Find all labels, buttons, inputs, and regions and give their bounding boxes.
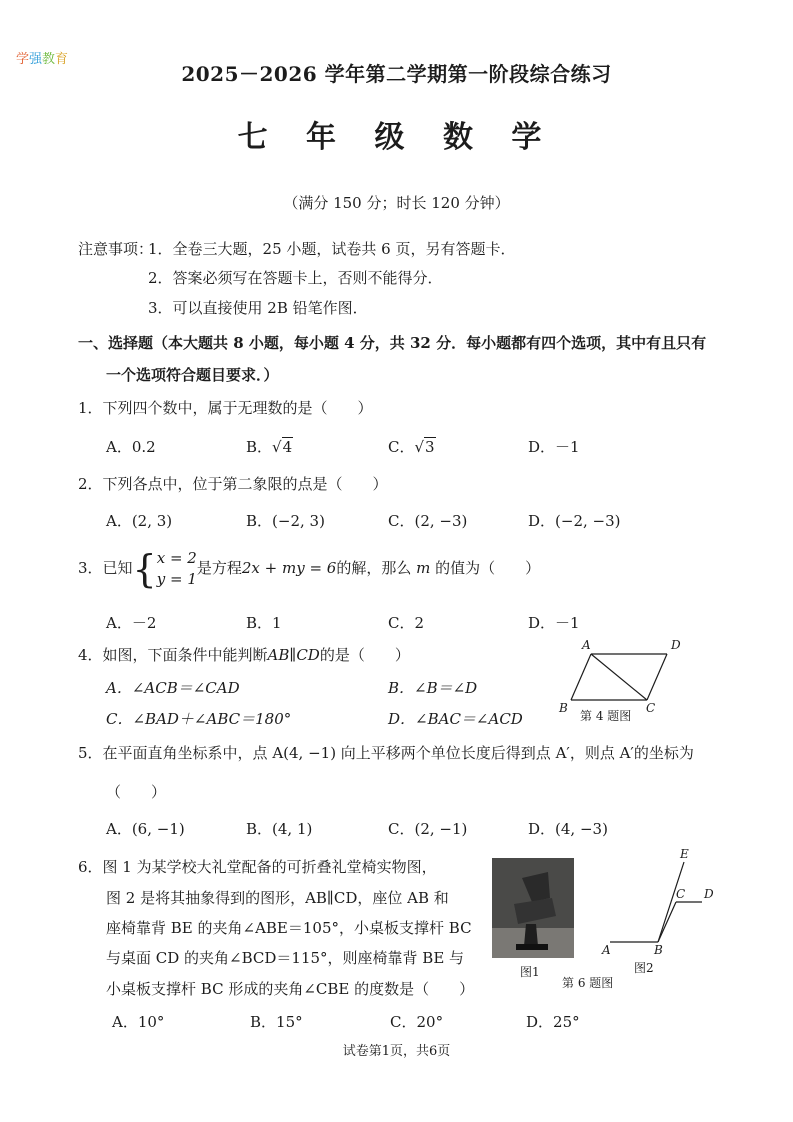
- figure-caption: 第 4 题图: [580, 709, 632, 723]
- point-label-c: C: [646, 701, 656, 715]
- q5-option-a: A．(6, −1): [106, 820, 185, 838]
- logo-char: 学: [15, 52, 29, 67]
- page-footer: 试卷第1页，共6页: [342, 1044, 451, 1059]
- point-label-e: E: [680, 847, 689, 861]
- q6-option-a: A．10°: [112, 1013, 165, 1031]
- q5-option-d: D．(4, −3): [528, 820, 608, 838]
- radicand: 3: [425, 438, 435, 456]
- point-label-c: C: [676, 887, 686, 901]
- exam-title: 2025－2026 学年第二学期第一阶段综合练习: [181, 62, 612, 86]
- notes-label: 注意事项：: [78, 240, 154, 258]
- system-brace: {: [132, 547, 157, 591]
- q2-option-a: A．(2, 3): [106, 512, 173, 530]
- q5-option-b: B．(4, 1): [246, 820, 313, 838]
- q1-option-a: A．0.2: [106, 438, 156, 456]
- q6-option-d: D．25°: [526, 1013, 580, 1031]
- q3-equation: 2x + my = 6: [241, 559, 337, 577]
- exam-subject: 七 年 级 数 学: [237, 120, 556, 155]
- q5-blank: （ ）: [106, 783, 167, 801]
- q6-stem-line: 6．图 1 为某学校大礼堂配备的可折叠礼堂椅实物图，: [78, 858, 437, 876]
- q6-caption: 第 6 题图: [562, 976, 614, 990]
- system-row: y = 1: [156, 570, 197, 588]
- q4-post: 的是（ ）: [319, 646, 410, 664]
- q6-option-b: B．15°: [250, 1013, 303, 1031]
- fig2-label: 图2: [634, 961, 654, 975]
- q1-option-d: D．－1: [528, 438, 580, 456]
- point-label-b: B: [654, 943, 663, 957]
- option-label: B．: [246, 438, 273, 456]
- q2-option-d: D．(−2, −3): [528, 512, 621, 530]
- q5-option-c: C．(2, −1): [388, 820, 468, 838]
- option-label: C．: [388, 438, 415, 456]
- q4-option-c: C．∠BAD＋∠ABC＝180°: [106, 710, 292, 728]
- q1-option-c: C．√3: [388, 438, 435, 456]
- q3-end: 的值为（ ）: [435, 559, 541, 577]
- logo-char: 育: [55, 52, 69, 67]
- q3-stem: [78, 548, 540, 590]
- point-label-d: D: [671, 638, 681, 652]
- q4-option-d: D．∠BAC＝∠ACD: [388, 710, 523, 728]
- q3-pre: 3．已知: [78, 559, 133, 577]
- q4-condition: AB∥CD: [267, 646, 320, 664]
- q6-stem-line: 小桌板支撑杆 BC 形成的夹角∠CBE 的度数是（ ）: [106, 980, 475, 998]
- q6-stem-line: 座椅靠背 BE 的夹角∠ABE＝105°，小桌板支撑杆 BC: [106, 919, 472, 937]
- q6-option-c: C．20°: [390, 1013, 444, 1031]
- q2-option-c: C．(2, −3): [388, 512, 468, 530]
- segment-cd: [647, 654, 667, 700]
- note-item: 3．可以直接使用 2B 铅笔作图．: [148, 299, 368, 317]
- q3-option-c: C．2: [388, 614, 425, 632]
- logo-char: 教: [42, 52, 56, 67]
- q3-option-a: A．－2: [106, 614, 157, 632]
- q4-pre: 4．如图，下面条件中能判断: [78, 646, 268, 664]
- segment-ab: [571, 654, 591, 700]
- q1-option-b: B．√4: [246, 438, 293, 456]
- q6-stem-line: 与桌面 CD 的夹角∠BCD＝115°，则座椅靠背 BE 与: [106, 949, 465, 967]
- exam-meta: （满分 150 分；时长 120 分钟）: [283, 194, 510, 212]
- radicand: 4: [282, 438, 293, 456]
- q3-mid: 是方程: [196, 559, 242, 577]
- note-item: 1．全卷三大题，25 小题，试卷共 6 页，另有答题卡．: [148, 240, 516, 258]
- q5-stem: 5．在平面直角坐标系中，点 A(4, −1) 向上平移两个单位长度后得到点 A′，则点 A′的坐标为: [78, 744, 694, 762]
- segment-bc: [658, 902, 676, 942]
- point-label-b: B: [559, 701, 568, 715]
- q6-figure-2: [596, 846, 726, 976]
- q4-stem: [78, 644, 410, 665]
- q3-option-b: B．1: [246, 614, 282, 632]
- q3-variable: m: [416, 559, 431, 577]
- point-label-d: D: [704, 887, 714, 901]
- section-heading: 一、选择题（本大题共 8 小题，每小题 4 分，共 32 分．每小题都有四个选项，其中有且只有: [78, 334, 707, 352]
- q4-option-a: A．∠ACB＝∠CAD: [106, 679, 240, 697]
- section-heading-cont: 一个选项符合题目要求．）: [106, 366, 279, 384]
- q2-stem: 2．下列各点中，位于第二象限的点是（ ）: [78, 475, 388, 493]
- logo-char: 强: [28, 52, 42, 67]
- point-label-a: A: [602, 943, 611, 957]
- q6-stem-line: 图 2 是将其抽象得到的图形，AB∥CD，座位 AB 和: [106, 889, 449, 907]
- equation-system: [157, 548, 197, 590]
- system-row: x = 2: [156, 549, 197, 567]
- q4-option-b: B．∠B＝∠D: [388, 679, 478, 697]
- q2-option-b: B．(−2, 3): [246, 512, 325, 530]
- q3-post: 的解，那么: [336, 559, 412, 577]
- point-label-a: A: [582, 638, 591, 652]
- chair-photo-drawing: [492, 858, 574, 958]
- note-item: 2．答案必须写在答题卡上，否则不能得分．: [148, 269, 443, 287]
- chair-photo: [492, 858, 574, 958]
- q4-figure: [555, 636, 695, 726]
- q1-stem: 1．下列四个数中，属于无理数的是（ ）: [78, 399, 373, 417]
- segment-ac: [591, 654, 647, 700]
- fig1-label: 图1: [520, 965, 540, 979]
- q3-option-d: D．－1: [528, 614, 580, 632]
